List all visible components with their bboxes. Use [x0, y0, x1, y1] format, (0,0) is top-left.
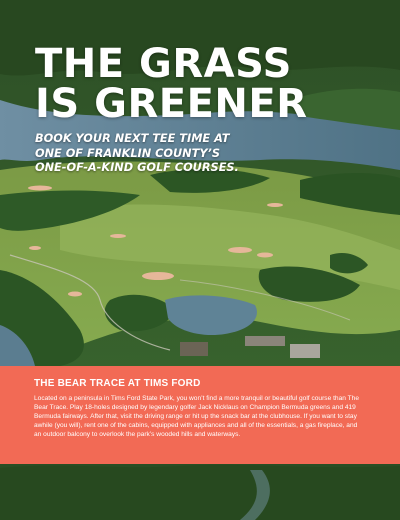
- headline-line-1: THE GRASS: [35, 41, 292, 87]
- subheadline-line-2: ONE OF FRANKLIN COUNTY’S: [35, 146, 220, 160]
- subheadline-line-3: ONE-OF-A-KIND GOLF COURSES.: [35, 161, 239, 175]
- headline-line-2: IS GREENER: [35, 81, 308, 127]
- headline: [35, 41, 308, 127]
- feature-panel: [0, 366, 400, 464]
- subheadline: [35, 132, 295, 176]
- subheadline-line-1: BOOK YOUR NEXT TEE TIME AT: [35, 132, 230, 145]
- feature-body: Located on a peninsula in Tims Ford State Park, you won’t find a more tranquil or beautiful golf course than The Bear Trace. Play 18-holes designed by legendary golfer Jack Nicklaus on Champion Bermuda greens and 419 Bermuda fairways. After that, visit the driving range or hit up the snack bar at the clubhouse. If you want to stay awhile (you will), rent one of the cabins, equipped with appliances and all of the essentials, a gas fireplace, and an outdoor balcony to overlook the park’s wooded hills and waterways.: [34, 395, 359, 438]
- feature-title: THE BEAR TRACE AT TIMS FORD: [34, 378, 201, 389]
